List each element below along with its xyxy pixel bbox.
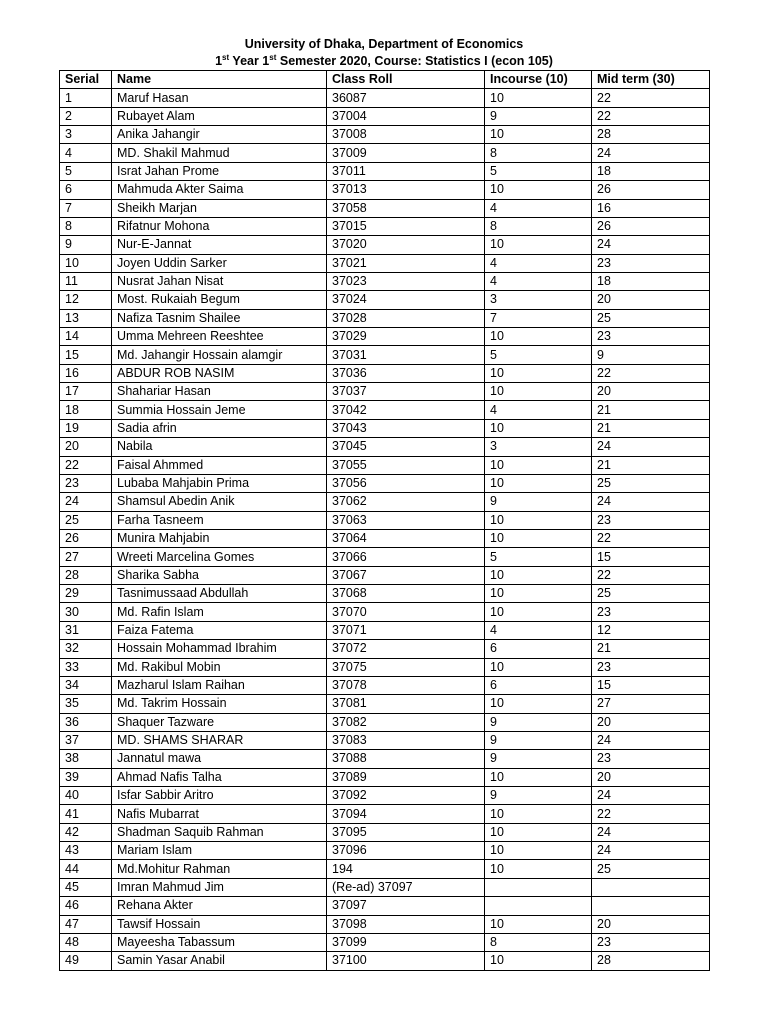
cell-class-roll: 37029 (327, 328, 485, 346)
cell-incourse: 9 (485, 787, 592, 805)
cell-incourse: 10 (485, 695, 592, 713)
cell-class-roll: 37082 (327, 713, 485, 731)
cell-name: Most. Rukaiah Begum (112, 291, 327, 309)
cell-class-roll: 37088 (327, 750, 485, 768)
cell-serial: 16 (60, 364, 112, 382)
table-row (60, 438, 710, 456)
table-row (60, 346, 710, 364)
cell-name: Sadia afrin (112, 419, 327, 437)
cell-class-roll: 37004 (327, 107, 485, 125)
cell-class-roll: 37089 (327, 768, 485, 786)
cell-incourse: 10 (485, 474, 592, 492)
table-row (60, 787, 710, 805)
table-row (60, 107, 710, 125)
cell-serial: 30 (60, 603, 112, 621)
cell-mid-term: 26 (592, 181, 710, 199)
cell-incourse: 4 (485, 401, 592, 419)
cell-name: Tawsif Hossain (112, 915, 327, 933)
cell-name: Hossain Mohammad Ibrahim (112, 640, 327, 658)
cell-serial: 45 (60, 878, 112, 896)
cell-incourse: 10 (485, 419, 592, 437)
cell-class-roll: 36087 (327, 89, 485, 107)
cell-name: Munira Mahjabin (112, 529, 327, 547)
cell-serial: 19 (60, 419, 112, 437)
cell-mid-term: 20 (592, 915, 710, 933)
header-serial: Serial (60, 71, 112, 89)
cell-class-roll: 37066 (327, 548, 485, 566)
cell-serial: 25 (60, 511, 112, 529)
table-row (60, 933, 710, 951)
cell-name: ABDUR ROB NASIM (112, 364, 327, 382)
cell-name: Anika Jahangir (112, 126, 327, 144)
cell-serial: 9 (60, 236, 112, 254)
cell-mid-term: 24 (592, 236, 710, 254)
cell-name: Md. Jahangir Hossain alamgir (112, 346, 327, 364)
cell-serial: 26 (60, 529, 112, 547)
cell-name: Shamsul Abedin Anik (112, 493, 327, 511)
cell-serial: 20 (60, 438, 112, 456)
cell-mid-term: 26 (592, 217, 710, 235)
cell-name: Sharika Sabha (112, 566, 327, 584)
cell-incourse: 10 (485, 126, 592, 144)
cell-serial: 14 (60, 328, 112, 346)
cell-mid-term (592, 878, 710, 896)
cell-mid-term: 20 (592, 383, 710, 401)
table-row (60, 199, 710, 217)
cell-mid-term: 23 (592, 254, 710, 272)
cell-name: Md. Rakibul Mobin (112, 658, 327, 676)
cell-class-roll: 37015 (327, 217, 485, 235)
cell-mid-term: 24 (592, 438, 710, 456)
cell-incourse: 8 (485, 933, 592, 951)
cell-incourse: 10 (485, 823, 592, 841)
table-row (60, 805, 710, 823)
cell-class-roll: 37095 (327, 823, 485, 841)
cell-class-roll: 37075 (327, 658, 485, 676)
cell-incourse: 10 (485, 566, 592, 584)
cell-mid-term: 18 (592, 162, 710, 180)
cell-incourse: 9 (485, 713, 592, 731)
cell-class-roll: 37036 (327, 364, 485, 382)
cell-serial: 29 (60, 585, 112, 603)
cell-mid-term: 23 (592, 603, 710, 621)
cell-serial: 39 (60, 768, 112, 786)
cell-serial: 27 (60, 548, 112, 566)
table-row (60, 217, 710, 235)
cell-mid-term: 23 (592, 658, 710, 676)
table-row (60, 272, 710, 290)
table-row (60, 181, 710, 199)
cell-name: Ahmad Nafis Talha (112, 768, 327, 786)
cell-incourse: 7 (485, 309, 592, 327)
cell-incourse: 8 (485, 217, 592, 235)
cell-serial: 2 (60, 107, 112, 125)
cell-serial: 34 (60, 676, 112, 694)
cell-serial: 24 (60, 493, 112, 511)
cell-name: Mariam Islam (112, 842, 327, 860)
cell-class-roll: 37028 (327, 309, 485, 327)
cell-class-roll: 37031 (327, 346, 485, 364)
table-row (60, 713, 710, 731)
cell-serial: 37 (60, 731, 112, 749)
cell-name: Shahariar Hasan (112, 383, 327, 401)
cell-serial: 8 (60, 217, 112, 235)
cell-name: Samin Yasar Anabil (112, 952, 327, 970)
cell-mid-term: 12 (592, 621, 710, 639)
table-row (60, 897, 710, 915)
cell-incourse: 10 (485, 511, 592, 529)
cell-serial: 13 (60, 309, 112, 327)
cell-mid-term: 22 (592, 805, 710, 823)
cell-serial: 32 (60, 640, 112, 658)
table-row (60, 144, 710, 162)
cell-name: Israt Jahan Prome (112, 162, 327, 180)
cell-name: Maruf Hasan (112, 89, 327, 107)
cell-mid-term: 25 (592, 309, 710, 327)
cell-class-roll: 37062 (327, 493, 485, 511)
table-row (60, 878, 710, 896)
cell-class-roll: 37078 (327, 676, 485, 694)
cell-serial: 33 (60, 658, 112, 676)
cell-incourse: 10 (485, 181, 592, 199)
cell-class-roll: 37064 (327, 529, 485, 547)
cell-mid-term: 9 (592, 346, 710, 364)
cell-serial: 7 (60, 199, 112, 217)
cell-mid-term: 27 (592, 695, 710, 713)
cell-mid-term: 23 (592, 933, 710, 951)
cell-name: Mazharul Islam Raihan (112, 676, 327, 694)
cell-class-roll: 37021 (327, 254, 485, 272)
cell-incourse: 10 (485, 603, 592, 621)
cell-incourse: 10 (485, 89, 592, 107)
cell-serial: 35 (60, 695, 112, 713)
cell-serial: 23 (60, 474, 112, 492)
cell-class-roll: 37043 (327, 419, 485, 437)
cell-mid-term: 23 (592, 328, 710, 346)
cell-mid-term: 24 (592, 842, 710, 860)
cell-incourse: 5 (485, 346, 592, 364)
table-header-row (60, 71, 710, 89)
table-row (60, 548, 710, 566)
cell-incourse: 9 (485, 731, 592, 749)
cell-incourse: 9 (485, 493, 592, 511)
cell-name: MD. SHAMS SHARAR (112, 731, 327, 749)
header-name: Name (112, 71, 327, 89)
cell-incourse: 8 (485, 144, 592, 162)
cell-class-roll: 37013 (327, 181, 485, 199)
header-class-roll: Class Roll (327, 71, 485, 89)
cell-serial: 3 (60, 126, 112, 144)
cell-mid-term: 24 (592, 787, 710, 805)
cell-name: Imran Mahmud Jim (112, 878, 327, 896)
table-row (60, 603, 710, 621)
cell-serial: 47 (60, 915, 112, 933)
cell-class-roll: 37083 (327, 731, 485, 749)
table-row (60, 676, 710, 694)
cell-incourse: 10 (485, 842, 592, 860)
cell-incourse: 9 (485, 750, 592, 768)
cell-serial: 42 (60, 823, 112, 841)
cell-mid-term: 28 (592, 952, 710, 970)
cell-incourse: 10 (485, 805, 592, 823)
cell-class-roll: 37023 (327, 272, 485, 290)
cell-name: Nusrat Jahan Nisat (112, 272, 327, 290)
cell-serial: 17 (60, 383, 112, 401)
cell-serial: 31 (60, 621, 112, 639)
cell-incourse: 10 (485, 585, 592, 603)
document-subtitle: 1st Year 1st Semester 2020, Course: Statistics I (econ 105) (215, 52, 553, 68)
cell-serial: 6 (60, 181, 112, 199)
cell-name: Faiza Fatema (112, 621, 327, 639)
cell-incourse: 10 (485, 383, 592, 401)
table-row (60, 291, 710, 309)
cell-class-roll: 37072 (327, 640, 485, 658)
table-row (60, 750, 710, 768)
cell-name: Sheikh Marjan (112, 199, 327, 217)
table-row (60, 695, 710, 713)
cell-incourse: 10 (485, 529, 592, 547)
cell-class-roll: 37099 (327, 933, 485, 951)
cell-class-roll: 37098 (327, 915, 485, 933)
cell-class-roll: 37063 (327, 511, 485, 529)
cell-class-roll: 37092 (327, 787, 485, 805)
cell-serial: 18 (60, 401, 112, 419)
cell-name: Md. Takrim Hossain (112, 695, 327, 713)
cell-name: Wreeti Marcelina Gomes (112, 548, 327, 566)
cell-incourse: 10 (485, 364, 592, 382)
cell-name: Md. Rafin Islam (112, 603, 327, 621)
cell-mid-term: 22 (592, 529, 710, 547)
cell-name: Nafiza Tasnim Shailee (112, 309, 327, 327)
cell-mid-term: 16 (592, 199, 710, 217)
cell-incourse: 9 (485, 107, 592, 125)
table-row (60, 860, 710, 878)
cell-mid-term: 22 (592, 107, 710, 125)
cell-serial: 10 (60, 254, 112, 272)
cell-name: Farha Tasneem (112, 511, 327, 529)
cell-serial: 46 (60, 897, 112, 915)
table-row (60, 126, 710, 144)
table-row (60, 915, 710, 933)
cell-mid-term: 21 (592, 456, 710, 474)
cell-serial: 41 (60, 805, 112, 823)
cell-mid-term: 21 (592, 640, 710, 658)
cell-serial: 5 (60, 162, 112, 180)
table-row (60, 401, 710, 419)
cell-mid-term: 24 (592, 493, 710, 511)
cell-mid-term: 22 (592, 566, 710, 584)
table-row (60, 89, 710, 107)
cell-name: Mahmuda Akter Saima (112, 181, 327, 199)
cell-mid-term: 23 (592, 750, 710, 768)
table-row (60, 456, 710, 474)
cell-incourse: 4 (485, 254, 592, 272)
cell-class-roll: 37100 (327, 952, 485, 970)
cell-incourse: 10 (485, 328, 592, 346)
cell-mid-term: 24 (592, 731, 710, 749)
table-row (60, 254, 710, 272)
cell-name: Umma Mehreen Reeshtee (112, 328, 327, 346)
cell-name: MD. Shakil Mahmud (112, 144, 327, 162)
cell-mid-term: 18 (592, 272, 710, 290)
cell-serial: 49 (60, 952, 112, 970)
cell-class-roll: 194 (327, 860, 485, 878)
cell-incourse: 5 (485, 162, 592, 180)
table-row (60, 566, 710, 584)
table-row (60, 511, 710, 529)
cell-incourse: 6 (485, 640, 592, 658)
cell-serial: 36 (60, 713, 112, 731)
table-row (60, 621, 710, 639)
cell-mid-term: 25 (592, 860, 710, 878)
document-title: University of Dhaka, Department of Economics (244, 37, 524, 51)
table-row (60, 364, 710, 382)
cell-name: Shaquer Tazware (112, 713, 327, 731)
cell-incourse: 3 (485, 291, 592, 309)
cell-mid-term: 22 (592, 364, 710, 382)
cell-incourse: 10 (485, 860, 592, 878)
cell-incourse (485, 897, 592, 915)
table-row (60, 383, 710, 401)
cell-class-roll: 37042 (327, 401, 485, 419)
table-row (60, 328, 710, 346)
cell-serial: 44 (60, 860, 112, 878)
cell-mid-term: 15 (592, 548, 710, 566)
cell-class-roll: 37068 (327, 585, 485, 603)
cell-name: Rehana Akter (112, 897, 327, 915)
cell-incourse: 10 (485, 915, 592, 933)
cell-serial: 48 (60, 933, 112, 951)
cell-mid-term: 23 (592, 511, 710, 529)
cell-serial: 11 (60, 272, 112, 290)
cell-class-roll: 37008 (327, 126, 485, 144)
table-row (60, 823, 710, 841)
table-row (60, 768, 710, 786)
cell-mid-term: 25 (592, 474, 710, 492)
cell-serial: 43 (60, 842, 112, 860)
cell-incourse: 3 (485, 438, 592, 456)
cell-serial: 15 (60, 346, 112, 364)
cell-serial: 22 (60, 456, 112, 474)
cell-incourse: 10 (485, 952, 592, 970)
cell-incourse: 10 (485, 658, 592, 676)
cell-mid-term: 22 (592, 89, 710, 107)
cell-name: Lubaba Mahjabin Prima (112, 474, 327, 492)
cell-name: Isfar Sabbir Aritro (112, 787, 327, 805)
cell-serial: 40 (60, 787, 112, 805)
cell-mid-term: 24 (592, 144, 710, 162)
marks-table (59, 70, 710, 971)
cell-mid-term: 20 (592, 291, 710, 309)
cell-mid-term: 21 (592, 401, 710, 419)
cell-incourse: 4 (485, 272, 592, 290)
cell-name: Rifatnur Mohona (112, 217, 327, 235)
cell-incourse: 6 (485, 676, 592, 694)
table-row (60, 309, 710, 327)
cell-serial: 28 (60, 566, 112, 584)
cell-serial: 1 (60, 89, 112, 107)
header-mid-term: Mid term (30) (592, 71, 710, 89)
cell-class-roll: 37097 (327, 897, 485, 915)
cell-class-roll: 37011 (327, 162, 485, 180)
cell-class-roll: 37096 (327, 842, 485, 860)
table-row (60, 493, 710, 511)
cell-serial: 12 (60, 291, 112, 309)
table-row (60, 658, 710, 676)
table-row (60, 529, 710, 547)
cell-name: Shadman Saquib Rahman (112, 823, 327, 841)
cell-name: Faisal Ahmmed (112, 456, 327, 474)
cell-incourse: 5 (485, 548, 592, 566)
cell-serial: 4 (60, 144, 112, 162)
cell-mid-term: 24 (592, 823, 710, 841)
cell-incourse: 10 (485, 456, 592, 474)
cell-name: Jannatul mawa (112, 750, 327, 768)
cell-class-roll: 37045 (327, 438, 485, 456)
table-row (60, 162, 710, 180)
cell-name: Md.Mohitur Rahman (112, 860, 327, 878)
cell-class-roll: 37058 (327, 199, 485, 217)
cell-class-roll: 37071 (327, 621, 485, 639)
cell-mid-term: 20 (592, 713, 710, 731)
table-row (60, 952, 710, 970)
table-row (60, 640, 710, 658)
cell-class-roll: 37020 (327, 236, 485, 254)
cell-class-roll: 37070 (327, 603, 485, 621)
cell-class-roll: 37056 (327, 474, 485, 492)
cell-mid-term: 20 (592, 768, 710, 786)
cell-name: Summia Hossain Jeme (112, 401, 327, 419)
cell-name: Tasnimussaad Abdullah (112, 585, 327, 603)
cell-name: Mayeesha Tabassum (112, 933, 327, 951)
cell-mid-term: 15 (592, 676, 710, 694)
table-row (60, 585, 710, 603)
cell-incourse: 4 (485, 621, 592, 639)
cell-class-roll: 37037 (327, 383, 485, 401)
cell-incourse: 10 (485, 236, 592, 254)
cell-class-roll: (Re-ad) 37097 (327, 878, 485, 896)
cell-class-roll: 37081 (327, 695, 485, 713)
cell-class-roll: 37067 (327, 566, 485, 584)
cell-class-roll: 37024 (327, 291, 485, 309)
cell-class-roll: 37009 (327, 144, 485, 162)
cell-name: Rubayet Alam (112, 107, 327, 125)
table-row (60, 731, 710, 749)
cell-mid-term: 25 (592, 585, 710, 603)
cell-mid-term: 28 (592, 126, 710, 144)
cell-name: Nur-E-Jannat (112, 236, 327, 254)
cell-incourse (485, 878, 592, 896)
table-row (60, 419, 710, 437)
cell-serial: 38 (60, 750, 112, 768)
cell-class-roll: 37094 (327, 805, 485, 823)
table-row (60, 474, 710, 492)
cell-mid-term: 21 (592, 419, 710, 437)
cell-name: Joyen Uddin Sarker (112, 254, 327, 272)
cell-name: Nafis Mubarrat (112, 805, 327, 823)
table-row (60, 842, 710, 860)
cell-incourse: 4 (485, 199, 592, 217)
header-incourse: Incourse (10) (485, 71, 592, 89)
cell-incourse: 10 (485, 768, 592, 786)
cell-name: Nabila (112, 438, 327, 456)
table-row (60, 236, 710, 254)
cell-class-roll: 37055 (327, 456, 485, 474)
cell-mid-term (592, 897, 710, 915)
